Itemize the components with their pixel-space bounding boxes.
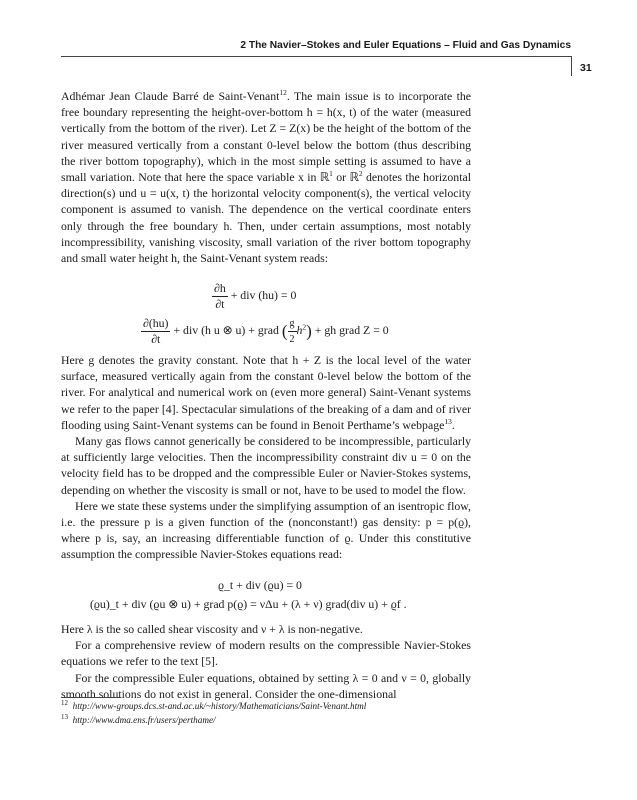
- equation-momentum: $\frac{\partial(hu)}{\partial t}$ + div (h u ⊗ u) + grad ( $\frac{g}{2}$ $h^2$) + gh grad Z = 0: [143, 316, 389, 346]
- footnote-13: $^{13}$ http://www.dma.ens.fr/users/perthame/: [61, 712, 216, 725]
- paragraph-review: For a comprehensive review of modern results on the compressible Navier-Stokes equations we refer to the text [5].: [61, 638, 471, 669]
- paragraph-shear-viscosity: Here λ is the so called shear viscosity and ν + λ is non-negative.: [61, 622, 363, 636]
- page-number: 31: [580, 62, 592, 74]
- paragraph-gravity: Here g denotes the gravity constant. Note that h + Z is the local level of the water surface, measured vertically again from the constant 0-level below the bottom of the river. For analytical and numerical work on (even more general) Saint-Venant systems we refer to the paper [4]. Spectacular simulations of the breaking of a dam and of river flooding using Saint-Venant systems can be found in Benoit Perthame’s webpage$^{13}$. Many gas flows cannot generically be considered to be incompressible, particularly at sufficiently large velocities. Then the incompressibility constraint div u = 0 on the velocity field has to be dropped and the compressible Euler or Navier-Stokes systems, depending on whether the viscosity is small or not, have to be used to model the flow. Here we state these systems under the simplifying assumption of an isentropic flow, i.e. the pressure p is a given function of the (nonconstant!) gas density: p = p(ϱ), where p is, say, an increasing differentiable function of ϱ. Under this constitutive assumption the compressible Navier-Stokes equations read:: [61, 353, 471, 562]
- equation-continuity: ϱ_t + div (ϱu) = 0: [218, 578, 302, 592]
- footnote-ref-12: 12: [279, 88, 287, 98]
- paragraph-saint-venant: Adhémar Jean Claude Barré de Saint-Venant$^{12}$. The main issue is to incorporate the free boundary representing the height-over-bottom h = h(x, t) of the water (measured vertically from the bottom of the river). Let Z = Z(x) be the height of the bottom of the river measured vertically from a constant 0-level below the bottom (thus describing the river bottom topography), which in the most simple setting is assumed to have a small variation. Note that here the space variable x in ℝ$^1$ or ℝ$^2$ denotes the horizontal direction(s) und u = u(x, t) the horizontal velocity component(s), the vertical velocity component is assumed to vanish. The dependence on the vertical coordinate enters only through the free boundary h. Then, under certain assumptions, most notably incompressibility, vanishing viscosity, small variation of the river bottom topography and small water height h, the Saint-Venant system reads:: [61, 88, 472, 266]
- footnote-12: $^{12}$ http://www-groups.dcs.st-and.ac.uk/~history/Mathematicians/Saint-Venant.html: [61, 698, 367, 711]
- closing-text: [61, 621, 471, 702]
- paragraph-gas-flows: Many gas flows cannot generically be considered to be incompressible, particularly at sufficiently large velocities. Then the incompressibility constraint div u = 0 on the velocity field has to be dropped and the compressible Euler or Navier-Stokes systems, depending on whether the viscosity is small or not, have to be used to model the flow.: [61, 434, 471, 497]
- footnote-ref-13: 13: [444, 416, 452, 426]
- paragraph-euler: For the compressible Euler equations, obtained by setting λ = 0 and ν = 0, globally smooth solutions do not exist in general. Consider the one-dimensional: [61, 670, 471, 701]
- footnote-link-13[interactable]: http://www.dma.ens.fr/users/perthame/: [72, 715, 216, 725]
- paragraph-isentropic: Here we state these systems under the simplifying assumption of an isentropic flow, i.e. the pressure p is a given function of the (nonconstant!) gas density: p = p(ϱ), where p is, say, an increasing differentiable function of ϱ. Under this constitutive assumption the compressible Navier-Stokes equations read:: [61, 498, 471, 562]
- equation-mass: $\frac{\partial h}{\partial t}$ + div (hu) = 0: [214, 281, 297, 311]
- footnote-rule: [61, 697, 121, 698]
- header-vertical-rule: [571, 56, 572, 76]
- footnote-link-12[interactable]: http://www-groups.dcs.st-and.ac.uk/~history/Mathematicians/Saint-Venant.html: [72, 701, 367, 711]
- header-rule: [61, 56, 571, 57]
- equation-navier-stokes: (ϱu)_t + div (ϱu ⊗ u) + grad p(ϱ) = νΔu + (λ + ν) grad(div u) + ϱf .: [90, 597, 407, 611]
- running-header: 2 The Navier–Stokes and Euler Equations – Fluid and Gas Dynamics: [240, 40, 571, 51]
